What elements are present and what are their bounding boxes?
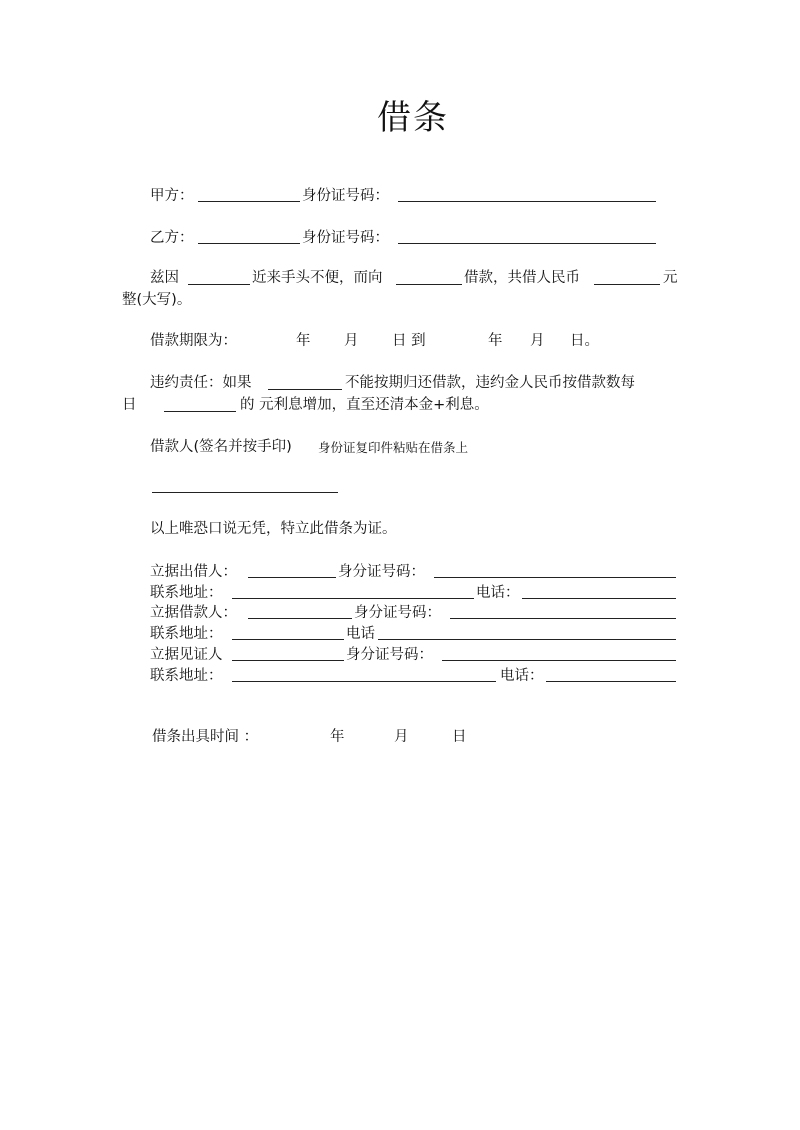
reason-amount-field[interactable] [594, 284, 660, 285]
reason-text-5: 整(大写)。 [122, 292, 192, 308]
borrower-sign-label: 借款人(签名并按手印) [150, 439, 292, 455]
borrower-id-label: 身分证号码： [354, 605, 441, 621]
term-year-2: 年 [488, 333, 503, 349]
party-b-id-label: 身份证号码： [302, 230, 389, 246]
reason-text-1: 兹因 [150, 270, 179, 286]
borrower-address-label: 联系地址： [150, 626, 223, 642]
breach-text-1: 违约责任：如果 [150, 375, 252, 391]
witness-phone-field[interactable] [546, 681, 676, 682]
witness-id-label: 身分证号码： [346, 647, 433, 663]
term-month-1: 月 [344, 333, 359, 349]
statement-text: 以上唯恐口说无凭，特立此借条为证。 [150, 521, 397, 537]
witness-id-field[interactable] [442, 660, 676, 661]
party-a-id-label: 身份证号码： [302, 188, 389, 204]
reason-text-3: 借款，共借人民币 [464, 270, 580, 286]
issue-date-year: 年 [330, 729, 345, 745]
lender-address-label: 联系地址： [150, 585, 223, 601]
page-title: 借条 [377, 98, 449, 138]
lender-id-field[interactable] [434, 577, 676, 578]
lender-label: 立据出借人： [150, 564, 237, 580]
issue-date-label: 借条出具时间 ： [152, 729, 259, 745]
lender-name-field[interactable] [248, 577, 336, 578]
party-a-name-field[interactable] [198, 201, 300, 202]
reason-text-4: 元 [663, 270, 678, 286]
term-day-2: 日。 [570, 333, 599, 349]
party-a-id-field[interactable] [398, 201, 656, 202]
party-b-name-field[interactable] [198, 243, 300, 244]
lender-phone-label: 电话： [476, 585, 520, 601]
breach-text-3: 日 [122, 397, 137, 413]
borrower-address-field[interactable] [232, 639, 344, 640]
term-label: 借款期限为： [150, 333, 237, 349]
breach-text-4: 的 元利息增加，直至还清本金+利息。 [240, 397, 489, 413]
borrower-signature-field[interactable] [152, 492, 338, 493]
lender-id-label: 身分证号码： [338, 564, 425, 580]
borrower-phone-field[interactable] [378, 639, 676, 640]
party-a-label: 甲方： [150, 188, 194, 204]
breach-text-2: 不能按期归还借款，违约金人民币按借款数每 [345, 375, 635, 391]
borrower-phone-label: 电话 [346, 626, 375, 642]
issue-date-month: 月 [394, 729, 409, 745]
term-day-to: 日 到 [392, 333, 426, 349]
party-b-id-field[interactable] [398, 243, 656, 244]
reason-field-1[interactable] [188, 284, 250, 285]
breach-field-1[interactable] [268, 389, 342, 390]
witness-label: 立据见证人 [150, 647, 223, 663]
witness-phone-label: 电话： [500, 668, 544, 684]
reason-lender-field[interactable] [396, 284, 462, 285]
witness-name-field[interactable] [232, 660, 344, 661]
issue-date-day: 日 [452, 729, 467, 745]
id-copy-note: 身份证复印件粘贴在借条上 [318, 440, 469, 455]
term-month-2: 月 [530, 333, 545, 349]
party-b-label: 乙方： [150, 230, 194, 246]
term-year-1: 年 [296, 333, 311, 349]
lender-address-field[interactable] [232, 598, 474, 599]
borrower-name-field[interactable] [248, 618, 352, 619]
lender-phone-field[interactable] [522, 598, 676, 599]
reason-text-2: 近来手头不便，而向 [252, 270, 383, 286]
breach-field-2[interactable] [164, 411, 236, 412]
witness-address-field[interactable] [232, 681, 496, 682]
witness-address-label: 联系地址： [150, 668, 223, 684]
borrower-label: 立据借款人： [150, 605, 237, 621]
borrower-id-field[interactable] [450, 618, 676, 619]
